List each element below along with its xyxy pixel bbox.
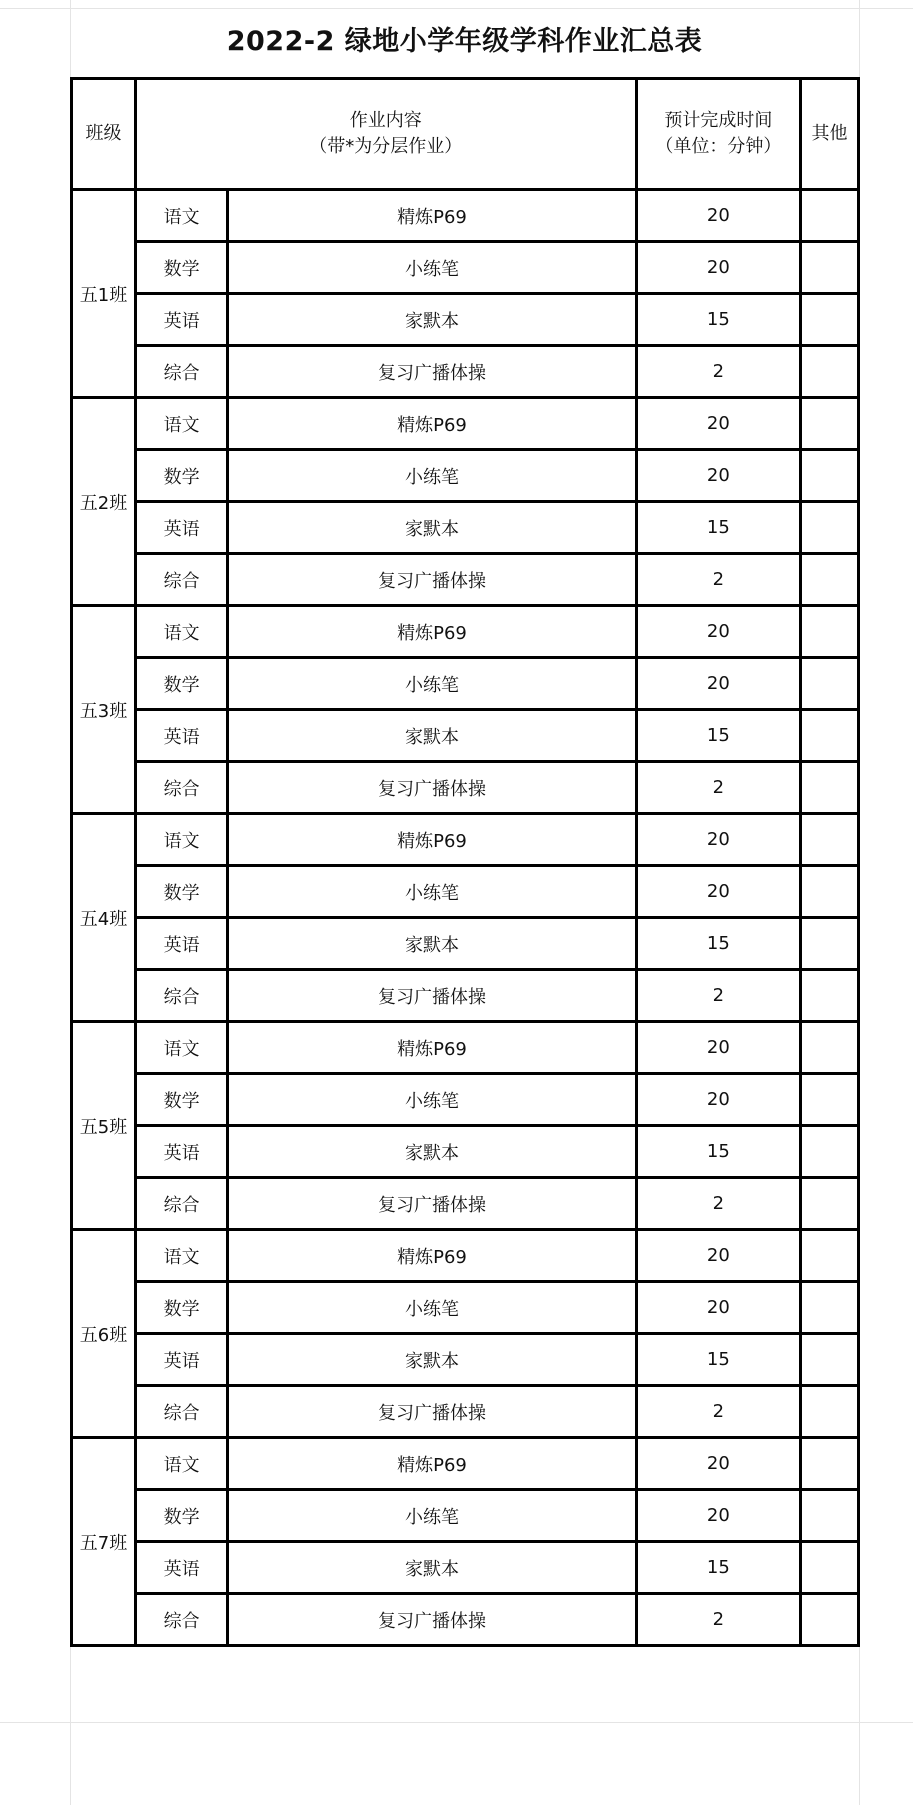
other-cell <box>801 1022 859 1074</box>
subject-cell: 英语 <box>135 918 227 970</box>
content-cell: 精炼P69 <box>228 1438 636 1490</box>
time-cell: 20 <box>636 190 801 242</box>
table-row <box>72 814 859 866</box>
grid-line <box>0 8 913 9</box>
subject-cell: 数学 <box>135 1282 227 1334</box>
other-cell <box>801 554 859 606</box>
other-cell <box>801 918 859 970</box>
content-cell: 复习广播体操 <box>228 554 636 606</box>
other-cell <box>801 1126 859 1178</box>
other-cell <box>801 710 859 762</box>
time-cell: 20 <box>636 1438 801 1490</box>
table-row <box>72 1438 859 1490</box>
subject-cell: 数学 <box>135 658 227 710</box>
class-name-cell: 五3班 <box>72 606 136 814</box>
time-cell: 2 <box>636 1594 801 1646</box>
grid-line <box>0 1722 913 1723</box>
content-cell: 精炼P69 <box>228 1230 636 1282</box>
time-cell: 20 <box>636 606 801 658</box>
subject-cell: 综合 <box>135 970 227 1022</box>
content-cell: 家默本 <box>228 294 636 346</box>
time-cell: 20 <box>636 866 801 918</box>
subject-cell: 语文 <box>135 814 227 866</box>
other-cell <box>801 1230 859 1282</box>
content-cell: 家默本 <box>228 710 636 762</box>
content-cell: 精炼P69 <box>228 1022 636 1074</box>
content-cell: 复习广播体操 <box>228 346 636 398</box>
other-cell <box>801 970 859 1022</box>
time-cell: 2 <box>636 1386 801 1438</box>
time-cell: 20 <box>636 658 801 710</box>
table-row <box>72 1542 859 1594</box>
table-row <box>72 450 859 502</box>
subject-cell: 数学 <box>135 1074 227 1126</box>
content-cell: 家默本 <box>228 1334 636 1386</box>
subject-cell: 英语 <box>135 1542 227 1594</box>
time-cell: 20 <box>636 1490 801 1542</box>
table-row <box>72 346 859 398</box>
other-cell <box>801 1594 859 1646</box>
table-row <box>72 606 859 658</box>
subject-cell: 语文 <box>135 190 227 242</box>
table-row <box>72 1126 859 1178</box>
other-cell <box>801 1178 859 1230</box>
time-cell: 15 <box>636 294 801 346</box>
table-row <box>72 658 859 710</box>
subject-cell: 语文 <box>135 1230 227 1282</box>
table-row <box>72 398 859 450</box>
time-cell: 2 <box>636 1178 801 1230</box>
content-cell: 复习广播体操 <box>228 1386 636 1438</box>
class-name-cell: 五2班 <box>72 398 136 606</box>
content-cell: 家默本 <box>228 918 636 970</box>
table-row <box>72 554 859 606</box>
table-row <box>72 1334 859 1386</box>
content-cell: 小练笔 <box>228 242 636 294</box>
other-cell <box>801 866 859 918</box>
header-other-label: 其他 <box>811 123 848 144</box>
time-cell: 2 <box>636 970 801 1022</box>
content-cell: 复习广播体操 <box>228 1594 636 1646</box>
content-cell: 小练笔 <box>228 450 636 502</box>
content-cell: 精炼P69 <box>228 814 636 866</box>
class-name-cell: 五5班 <box>72 1022 136 1230</box>
time-cell: 15 <box>636 502 801 554</box>
header-time <box>636 79 801 190</box>
subject-cell: 综合 <box>135 1386 227 1438</box>
subject-cell: 数学 <box>135 866 227 918</box>
other-cell <box>801 762 859 814</box>
header-class <box>72 79 136 190</box>
content-cell: 家默本 <box>228 1542 636 1594</box>
other-cell <box>801 502 859 554</box>
time-cell: 2 <box>636 554 801 606</box>
time-cell: 20 <box>636 1282 801 1334</box>
table-body <box>72 190 859 1646</box>
subject-cell: 综合 <box>135 762 227 814</box>
content-cell: 复习广播体操 <box>228 970 636 1022</box>
other-cell <box>801 346 859 398</box>
class-name-cell: 五7班 <box>72 1438 136 1646</box>
other-cell <box>801 294 859 346</box>
class-name-cell: 五6班 <box>72 1230 136 1438</box>
subject-cell: 英语 <box>135 1334 227 1386</box>
table-row <box>72 1074 859 1126</box>
subject-cell: 数学 <box>135 450 227 502</box>
header-time-line1: 预计完成时间 <box>664 110 773 131</box>
other-cell <box>801 190 859 242</box>
subject-cell: 英语 <box>135 710 227 762</box>
other-cell <box>801 398 859 450</box>
time-cell: 2 <box>636 346 801 398</box>
header-content <box>135 79 636 190</box>
class-name-cell: 五1班 <box>72 190 136 398</box>
subject-cell: 数学 <box>135 1490 227 1542</box>
subject-cell: 综合 <box>135 346 227 398</box>
content-cell: 复习广播体操 <box>228 762 636 814</box>
subject-cell: 英语 <box>135 294 227 346</box>
document-title: 2022-2 绿地小学年级学科作业汇总表 <box>226 26 703 57</box>
table-row <box>72 1282 859 1334</box>
time-cell: 15 <box>636 1334 801 1386</box>
content-cell: 小练笔 <box>228 866 636 918</box>
time-cell: 15 <box>636 918 801 970</box>
header-time-line2: （单位：分钟） <box>655 136 782 157</box>
time-cell: 15 <box>636 1542 801 1594</box>
content-cell: 小练笔 <box>228 1282 636 1334</box>
class-name-cell: 五4班 <box>72 814 136 1022</box>
other-cell <box>801 1438 859 1490</box>
homework-summary-table <box>70 77 860 1647</box>
subject-cell: 数学 <box>135 242 227 294</box>
table-row <box>72 918 859 970</box>
subject-cell: 英语 <box>135 502 227 554</box>
other-cell <box>801 1490 859 1542</box>
table-row <box>72 1178 859 1230</box>
table-row <box>72 294 859 346</box>
subject-cell: 综合 <box>135 554 227 606</box>
header-content-line2: （带*为分层作业） <box>309 136 463 157</box>
content-cell: 复习广播体操 <box>228 1178 636 1230</box>
time-cell: 20 <box>636 1230 801 1282</box>
table-row <box>72 1386 859 1438</box>
time-cell: 15 <box>636 710 801 762</box>
time-cell: 20 <box>636 1074 801 1126</box>
other-cell <box>801 1386 859 1438</box>
other-cell <box>801 242 859 294</box>
content-cell: 精炼P69 <box>228 398 636 450</box>
header-content-line1: 作业内容 <box>349 110 422 131</box>
other-cell <box>801 658 859 710</box>
subject-cell: 语文 <box>135 1022 227 1074</box>
table-row <box>72 1490 859 1542</box>
content-cell: 家默本 <box>228 502 636 554</box>
subject-cell: 英语 <box>135 1126 227 1178</box>
table-row <box>72 970 859 1022</box>
content-cell: 小练笔 <box>228 658 636 710</box>
time-cell: 2 <box>636 762 801 814</box>
time-cell: 20 <box>636 814 801 866</box>
table-row <box>72 502 859 554</box>
subject-cell: 语文 <box>135 398 227 450</box>
content-cell: 精炼P69 <box>228 606 636 658</box>
table-row <box>72 1230 859 1282</box>
time-cell: 15 <box>636 1126 801 1178</box>
table-row <box>72 866 859 918</box>
table-row <box>72 190 859 242</box>
other-cell <box>801 1074 859 1126</box>
other-cell <box>801 450 859 502</box>
time-cell: 20 <box>636 398 801 450</box>
header-other <box>801 79 859 190</box>
subject-cell: 语文 <box>135 1438 227 1490</box>
header-row <box>72 79 859 190</box>
time-cell: 20 <box>636 1022 801 1074</box>
table-row <box>72 710 859 762</box>
subject-cell: 语文 <box>135 606 227 658</box>
header-class-label: 班级 <box>85 123 122 144</box>
table-row <box>72 1022 859 1074</box>
content-cell: 小练笔 <box>228 1074 636 1126</box>
other-cell <box>801 1282 859 1334</box>
table-row <box>72 762 859 814</box>
time-cell: 20 <box>636 242 801 294</box>
subject-cell: 综合 <box>135 1178 227 1230</box>
other-cell <box>801 814 859 866</box>
subject-cell: 综合 <box>135 1594 227 1646</box>
other-cell <box>801 1542 859 1594</box>
other-cell <box>801 1334 859 1386</box>
other-cell <box>801 606 859 658</box>
content-cell: 小练笔 <box>228 1490 636 1542</box>
table-row <box>72 242 859 294</box>
content-cell: 精炼P69 <box>228 190 636 242</box>
time-cell: 20 <box>636 450 801 502</box>
table-row <box>72 1594 859 1646</box>
content-cell: 家默本 <box>228 1126 636 1178</box>
